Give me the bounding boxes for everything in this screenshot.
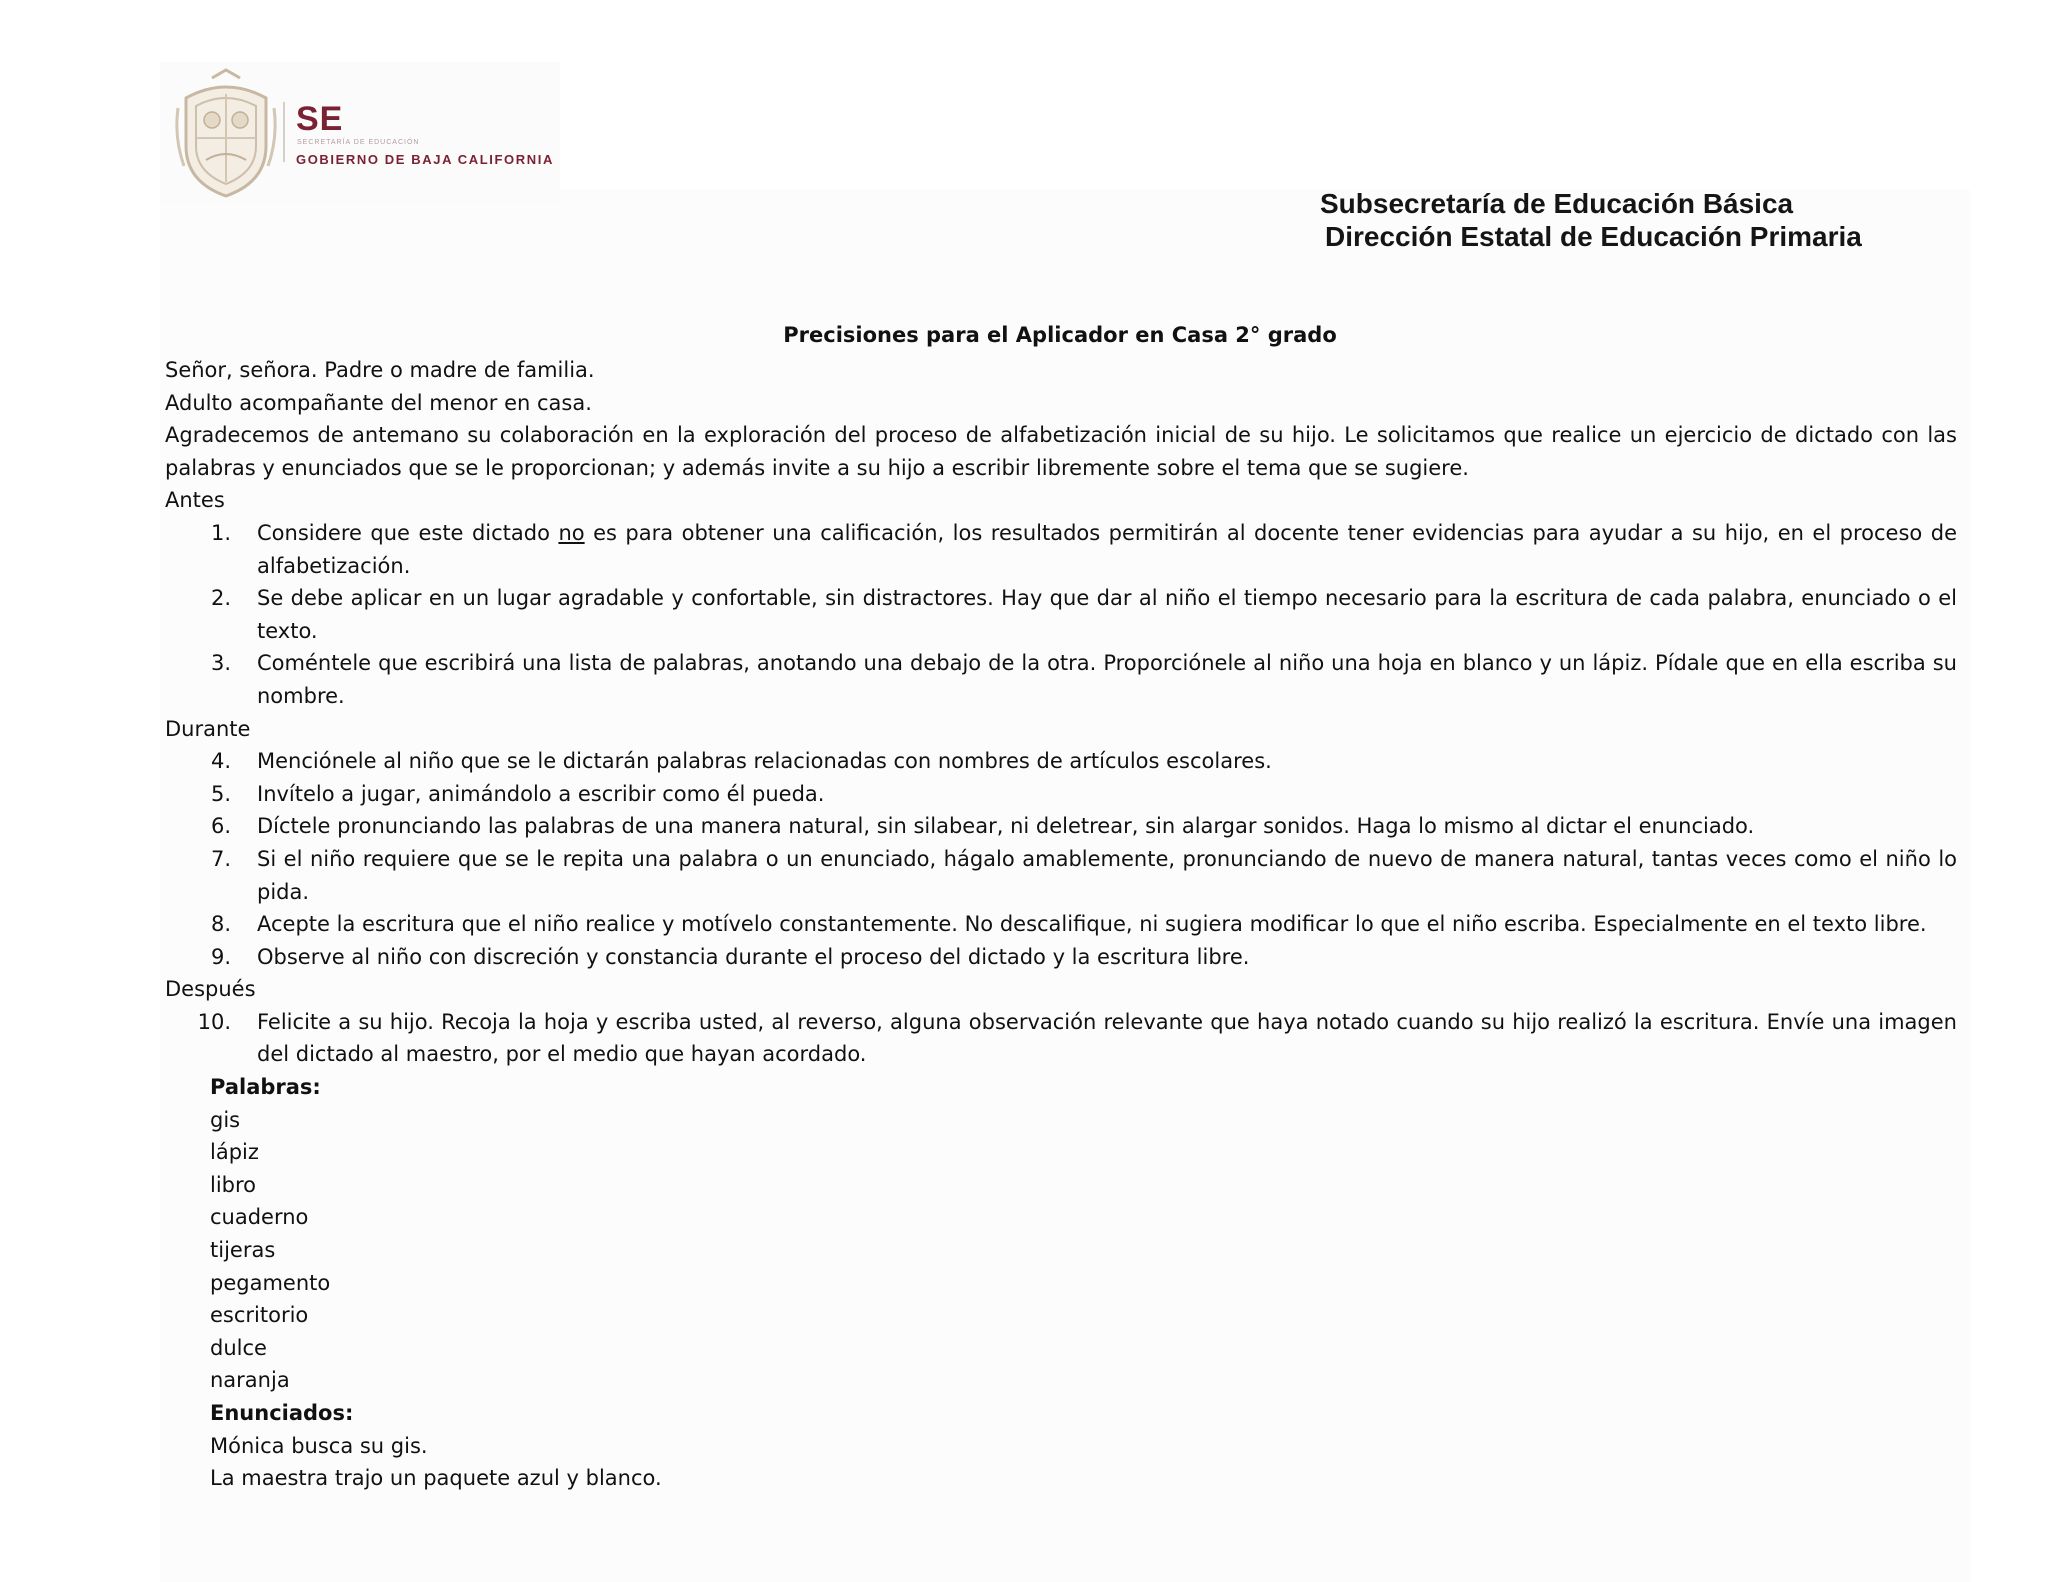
word-item: dulce	[210, 1335, 267, 1360]
list-item	[165, 908, 1957, 941]
header-direccion: Dirección Estatal de Educación Primaria	[1325, 221, 1862, 252]
list-item-underlined-word: no	[558, 520, 585, 545]
list-item	[165, 843, 1957, 908]
section-before: Antes	[165, 488, 225, 513]
list-item-text: es para obtener una calificación, los resultados permitirán al docente tener evidencias para ayudar a su hijo, en el proceso de alfabetización.	[257, 520, 1957, 578]
list-item-number: 5.	[210, 781, 231, 806]
sentence-item: La maestra trajo un paquete azul y blanco.	[210, 1466, 662, 1491]
list-item-number: 1.	[210, 520, 231, 545]
state-seal-icon	[172, 68, 280, 200]
list-item-text: Considere que este dictado	[257, 520, 559, 545]
logo-divider	[283, 102, 285, 162]
se-logo-subtitle: SECRETARÍA DE EDUCACIÓN	[297, 139, 420, 146]
list-item-text: Invítelo a jugar, animándolo a escribir como él pueda.	[257, 781, 825, 806]
se-logo-text: SE	[296, 100, 344, 138]
sentence-item: Mónica busca su gis.	[210, 1433, 428, 1458]
list-item-number: 9.	[210, 944, 231, 969]
word-item: libro	[210, 1172, 257, 1197]
word-item: gis	[210, 1107, 241, 1132]
list-item-number: 2.	[210, 586, 231, 611]
section-during: Durante	[165, 716, 251, 741]
list-item-text: Felicite a su hijo. Recoja la hoja y escriba usted, al reverso, alguna observación relevante que haya notado cuando su hijo realizó la escritura. Envíe una imagen del dictado al maestro, por el medio que hayan acordado.	[257, 1009, 1957, 1067]
list-item-number: 10.	[197, 1009, 231, 1034]
list-item	[165, 647, 1957, 712]
word-item: tijeras	[210, 1238, 276, 1263]
list-item-text: Coméntele que escribirá una lista de palabras, anotando una debajo de la otra. Proporciónele al niño una hoja en blanco y un lápiz. Pídale que en ella escriba su nombre.	[257, 651, 1957, 708]
companion-line: Adulto acompañante del menor en casa.	[165, 390, 592, 415]
list-item-text: Menciónele al niño que se le dictarán palabras relacionadas con nombres de artículos escolares.	[257, 749, 1272, 774]
list-item	[165, 582, 1957, 647]
word-item: lápiz	[210, 1140, 259, 1165]
list-item-text: Observe al niño con discreción y constancia durante el proceso del dictado y la escritura libre.	[257, 944, 1250, 969]
word-list	[165, 1071, 1957, 1495]
logo-block	[160, 62, 560, 202]
list-item	[165, 1006, 1957, 1071]
government-name: GOBIERNO DE BAJA CALIFORNIA	[296, 152, 554, 167]
list-item-text: Si el niño requiere que se le repita una palabra o un enunciado, hágalo amablemente, pronunciando de nuevo de manera natural, tantas veces como el niño lo pida.	[257, 846, 1957, 904]
list-item-number: 3.	[210, 651, 231, 676]
list-item	[165, 517, 1957, 582]
list-item	[165, 745, 1957, 778]
header-subsecretaria: Subsecretaría de Educación Básica	[1320, 188, 1794, 219]
list-item-text: Se debe aplicar en un lugar agradable y confortable, sin distractores. Hay que dar al niño el tiempo necesario para la escritura de cada palabra, enunciado o el texto.	[257, 586, 1957, 643]
word-item: escritorio	[210, 1303, 309, 1328]
word-item: naranja	[210, 1368, 290, 1393]
list-item-number: 4.	[210, 749, 231, 774]
words-heading: Palabras:	[210, 1075, 321, 1100]
list-item-number: 7.	[210, 846, 231, 871]
list-item	[165, 810, 1957, 843]
word-item: cuaderno	[210, 1205, 309, 1230]
document-title: Precisiones para el Aplicador en Casa 2° grado	[783, 323, 1337, 347]
word-item: pegamento	[210, 1270, 331, 1295]
intro-paragraph: Agradecemos de antemano su colaboración en la exploración del proceso de alfabetización inicial de su hijo. Le solicitamos que realice un ejercicio de dictado con las palabras y enunciados que se le proporcionan; y además invite a su hijo a escribir libremente sobre el tema que se sugiere.	[165, 423, 1957, 480]
list-item-number: 6.	[210, 814, 231, 839]
greeting-line: Señor, señora. Padre o madre de familia.	[165, 358, 595, 382]
list-item	[165, 941, 1957, 974]
sentences-heading: Enunciados:	[210, 1401, 354, 1425]
document-body	[165, 354, 1957, 1495]
list-item	[165, 778, 1957, 811]
list-item-text: Acepte la escritura que el niño realice y motívelo constantemente. No descalifique, ni sugiera modificar lo que el niño escriba. Especialmente en el texto libre.	[257, 912, 1927, 937]
list-item-number: 8.	[210, 912, 231, 937]
section-after: Después	[165, 977, 256, 1002]
list-item-text: Díctele pronunciando las palabras de una manera natural, sin silabear, ni deletrear, sin alargar sonidos. Haga lo mismo al dictar el enunciado.	[257, 814, 1755, 839]
